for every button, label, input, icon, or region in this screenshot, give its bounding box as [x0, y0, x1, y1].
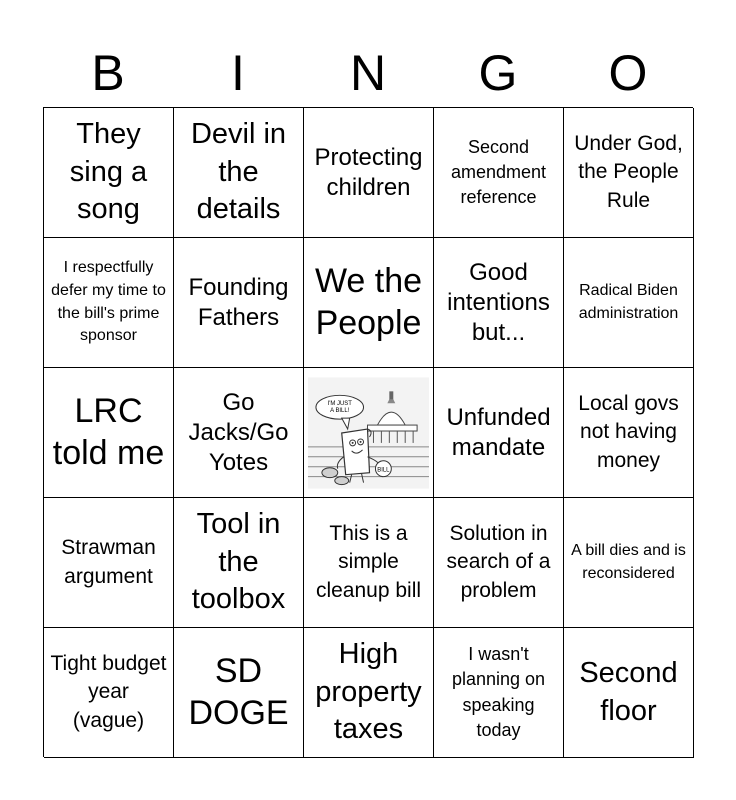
cell-text: Tight budget year (vague) — [50, 651, 167, 732]
bingo-cell-r5c5[interactable] — [564, 628, 694, 758]
bingo-cell-r1c5[interactable] — [564, 108, 694, 238]
bingo-cell-r2c2[interactable] — [174, 238, 304, 368]
bingo-header — [43, 40, 693, 106]
cell-text: Second amendment reference — [450, 136, 547, 208]
cell-text: Radical Biden administration — [578, 281, 679, 322]
bingo-cell-r2c4[interactable] — [434, 238, 564, 368]
bingo-cell-r3c5[interactable] — [564, 368, 694, 498]
cell-text: Devil in the details — [190, 117, 287, 226]
bingo-cell-r4c5[interactable] — [564, 498, 694, 628]
cell-text: A bill dies and is reconsidered — [571, 541, 686, 582]
bingo-cell-r5c3[interactable] — [304, 628, 434, 758]
cell-text: Go Jacks/Go Yotes — [188, 388, 289, 476]
cell-text: Under God, the People Rule — [574, 131, 683, 212]
cell-text: Founding Fathers — [188, 273, 289, 331]
cell-text: Protecting children — [314, 143, 423, 201]
cell-text: Second floor — [579, 656, 678, 727]
bingo-cell-r1c2[interactable] — [174, 108, 304, 238]
cell-text: Good intentions but... — [447, 258, 550, 346]
cell-text: LRC told me — [52, 392, 165, 472]
header-letter-i: I — [231, 45, 245, 101]
cell-text: They sing a song — [69, 117, 148, 226]
bingo-cell-r2c3[interactable] — [304, 238, 434, 368]
svg-text:A BILL!: A BILL! — [330, 407, 350, 414]
bingo-cell-r3c1[interactable] — [44, 368, 174, 498]
bingo-cell-r5c4[interactable] — [434, 628, 564, 758]
bingo-cell-r4c4[interactable] — [434, 498, 564, 628]
bingo-cell-r2c1[interactable] — [44, 238, 174, 368]
bingo-cell-r1c4[interactable] — [434, 108, 564, 238]
bingo-cell-r5c2[interactable] — [174, 628, 304, 758]
bingo-cell-r4c2[interactable] — [174, 498, 304, 628]
cell-text: Local govs not having money — [578, 391, 679, 472]
header-letter-b: B — [91, 45, 125, 101]
bingo-card-grid — [43, 107, 693, 757]
bingo-free-space[interactable] — [304, 368, 434, 498]
bingo-cell-r4c3[interactable] — [304, 498, 434, 628]
cell-text: High property taxes — [315, 637, 422, 746]
bingo-cell-r3c2[interactable] — [174, 368, 304, 498]
cell-text: I wasn't planning on speaking today — [451, 644, 546, 740]
cell-text: Tool in the toolbox — [191, 507, 286, 616]
bingo-cell-r5c1[interactable] — [44, 628, 174, 758]
bingo-cell-r3c4[interactable] — [434, 368, 564, 498]
bingo-cell-r4c1[interactable] — [44, 498, 174, 628]
bingo-cell-r1c3[interactable] — [304, 108, 434, 238]
bill-label-text: BILL — [377, 467, 390, 474]
speech-bubble-text: I'M JUST — [327, 400, 352, 407]
bingo-cell-r2c5[interactable] — [564, 238, 694, 368]
cell-text: Unfunded mandate — [446, 403, 551, 461]
cell-text: I respectfully defer my time to the bill's prime sponsor — [51, 259, 166, 345]
just-a-bill-cartoon-image — [308, 377, 429, 489]
cell-text: Solution in search of a problem — [446, 521, 551, 602]
cell-text: This is a simple cleanup bill — [315, 521, 422, 602]
cell-text: SD DOGE — [188, 652, 289, 732]
bingo-cell-r1c1[interactable] — [44, 108, 174, 238]
header-letter-n: N — [349, 45, 387, 101]
cell-text: We the People — [314, 262, 423, 342]
cell-text: Strawman argument — [61, 536, 156, 588]
header-letter-g: G — [478, 45, 518, 101]
header-letter-o: O — [608, 45, 648, 101]
